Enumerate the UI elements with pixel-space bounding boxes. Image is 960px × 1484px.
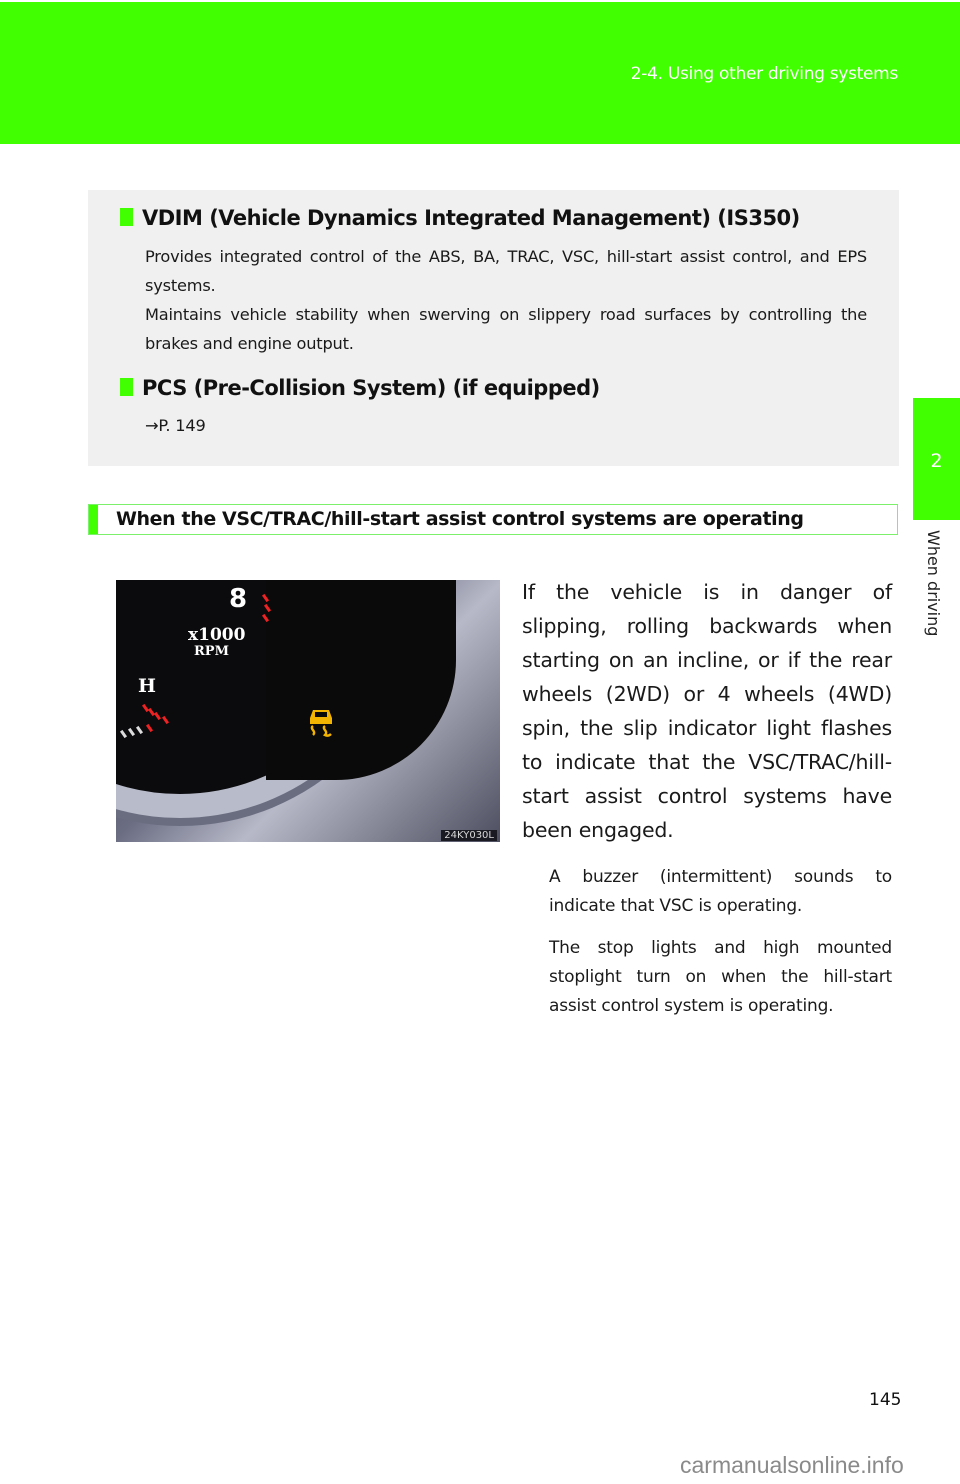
gauge-numeral: 8 — [229, 584, 248, 614]
page-reference-link[interactable]: →P. 149 — [145, 416, 206, 435]
section-title: When the VSC/TRAC/hill-start assist control systems are operating — [116, 508, 804, 530]
figure-code: 24KY030L — [441, 830, 497, 841]
section-accent-bar — [89, 505, 98, 534]
gauge-unit: x1000 — [188, 625, 246, 645]
note-buzzer: A buzzer (intermittent) sounds to indicate that VSC is operating. — [549, 867, 892, 916]
info-paragraph: Maintains vehicle stability when swerving on slippery road surfaces by controlling the brakes and engine output. — [145, 305, 867, 353]
slip-indicator-icon — [305, 706, 337, 738]
body-paragraph: If the vehicle is in danger of slipping, rolling backwards when starting on an incline, or if the rear wheels (2WD) or 4 wheels (4WD) spin, the slip indicator light flashes to indicate that the VSC/TRAC/hill-start assist control systems have been engaged. — [522, 580, 892, 842]
page-number: 145 — [869, 1390, 902, 1410]
info-heading-text: VDIM (Vehicle Dynamics Integrated Management) (IS350) — [142, 206, 800, 230]
temp-label: H — [138, 675, 156, 697]
bullet-square-icon — [120, 208, 133, 226]
info-heading-text: PCS (Pre-Collision System) (if equipped) — [142, 376, 600, 400]
instrument-cluster-figure — [116, 580, 500, 842]
chapter-label-container — [920, 530, 950, 670]
info-paragraph: Provides integrated control of the ABS, BA, TRAC, VSC, hill-start assist control, and EPS systems. — [145, 247, 867, 295]
header-bar — [0, 2, 960, 144]
info-box — [88, 190, 899, 466]
watermark: carmanualsonline.info — [680, 1452, 904, 1478]
section-header — [88, 504, 898, 535]
chapter-tab — [913, 398, 960, 520]
chapter-label: When driving — [924, 530, 943, 637]
multi-info-display — [266, 580, 456, 780]
section-breadcrumb: 2-4. Using other driving systems — [630, 64, 898, 84]
bullet-square-icon — [120, 378, 133, 396]
gauge-unit-rpm: RPM — [194, 644, 229, 659]
chapter-number: 2 — [930, 450, 943, 472]
info-heading-pcs — [120, 376, 600, 400]
info-heading-vdim — [120, 206, 800, 230]
note-stoplights: The stop lights and high mounted stoplight turn on when the hill-start assist control system is operating. — [549, 938, 892, 1016]
